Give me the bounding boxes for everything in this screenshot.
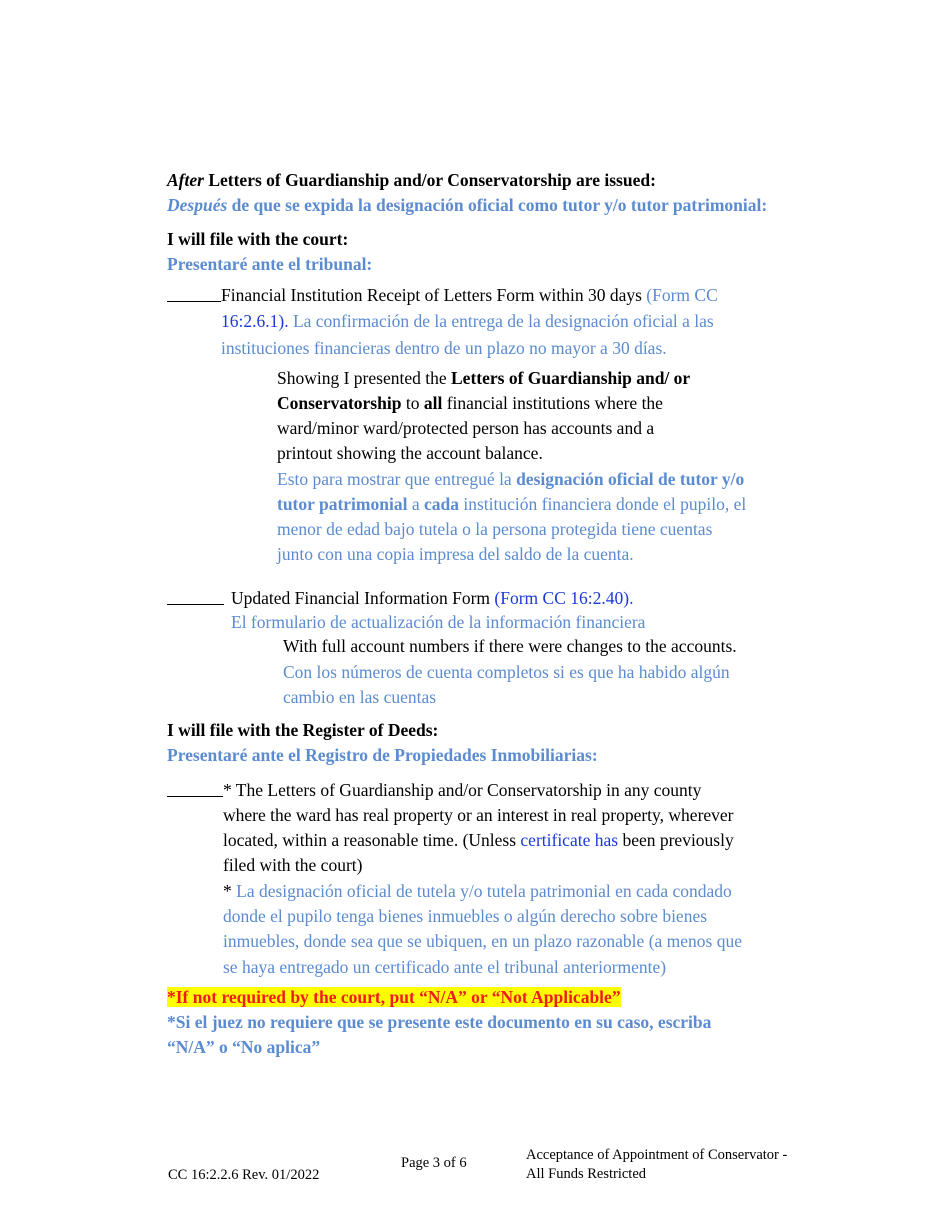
item1-note-es-l4: junto con una copia impresa del saldo de la cuenta. — [277, 544, 634, 564]
item1-note-en-l2: Conservatorship to all financial institutions where the — [277, 393, 663, 413]
item1-note-en-l3: ward/minor ward/protected person has accounts and a — [277, 418, 655, 438]
item1-form-ref: (Form CC — [646, 285, 718, 305]
after-heading-en: After Letters of Guardianship and/or Conservatorship are issued: — [167, 170, 656, 190]
notice-es-l2: “N/A” o “No aplica” — [167, 1037, 321, 1057]
item1-checkbox-blank[interactable] — [167, 283, 221, 307]
notice-en — [167, 985, 621, 1010]
certificate-link-text: certificate has — [520, 830, 623, 850]
after-italic: After — [167, 170, 204, 190]
item1-note-es-l3: menor de edad bajo tutela o la persona protegida tiene cuentas — [277, 519, 713, 539]
item1-note-es-l1: Esto para mostrar que entregué la designación oficial de tutor y/o — [277, 469, 745, 489]
item2-note-es-l1: Con los números de cuenta completos si es que ha habido algún — [283, 662, 730, 682]
item1-line1: Financial Institution Receipt of Letters Form within 30 days (Form CC — [221, 285, 718, 305]
item1-line2: 16:2.6.1). La confirmación de la entrega de la designación oficial a las — [221, 311, 714, 331]
file-deeds-heading-es: Presentaré ante el Registro de Propiedades Inmobiliarias: — [167, 745, 598, 765]
footer-title-l2: All Funds Restricted — [526, 1166, 647, 1182]
item2-es: El formulario de actualización de la información financiera — [231, 612, 646, 632]
item3-en-l4: filed with the court) — [223, 855, 363, 875]
footer-title-l1: Acceptance of Appointment of Conservator - — [526, 1147, 788, 1163]
file-court-heading-en: I will file with the court: — [167, 229, 349, 249]
file-court-heading-es: Presentaré ante el tribunal: — [167, 254, 373, 274]
item2-note-es-l2: cambio en las cuentas — [283, 687, 437, 707]
item3-checkbox-blank[interactable] — [167, 778, 223, 802]
item3-es-l1: * La designación oficial de tutela y/o tutela patrimonial en cada condado — [223, 881, 732, 901]
notice-highlight: *If not required by the court, put “N/A” or “Not Applicable” — [167, 987, 621, 1007]
footer-form-number: CC 16:2.2.6 Rev. 01/2022 — [168, 1167, 320, 1183]
item3-en-l2: where the ward has real property or an interest in real property, wherever — [223, 805, 734, 825]
item2-line1: Updated Financial Information Form (Form CC 16:2.40). — [231, 588, 634, 608]
item2-form-ref: (Form CC 16:2.40). — [494, 588, 634, 608]
footer-page-number: Page 3 of 6 — [401, 1155, 467, 1171]
item2-note-en: With full account numbers if there were changes to the accounts. — [283, 636, 737, 656]
notice-es-l1: *Si el juez no requiere que se presente este documento en su caso, escriba — [167, 1012, 712, 1032]
item3-en-l1: * The Letters of Guardianship and/or Conservatorship in any county — [223, 780, 702, 800]
item3-es-l3: inmuebles, donde sea que se ubiquen, en un plazo razonable (a menos que — [223, 931, 742, 951]
after-heading-es: Después de que se expida la designación oficial como tutor y/o tutor patrimonial: — [167, 195, 768, 215]
despues-italic: Después — [167, 195, 228, 215]
item3-en-l3: located, within a reasonable time. (Unless certificate has been previously — [223, 830, 734, 850]
file-deeds-heading-en: I will file with the Register of Deeds: — [167, 720, 439, 740]
item1-note-es-l2: tutor patrimonial a cada institución financiera donde el pupilo, el — [277, 494, 747, 514]
item1-note-en-l1: Showing I presented the Letters of Guardianship and/ or — [277, 368, 691, 388]
item1-line3: instituciones financieras dentro de un plazo no mayor a 30 días. — [221, 338, 667, 358]
item2-checkbox-blank[interactable] — [167, 586, 224, 610]
item3-es-l4: se haya entregado un certificado ante el tribunal anteriormente) — [223, 957, 667, 977]
item3-es-l2: donde el pupilo tenga bienes inmuebles o algún derecho sobre bienes — [223, 906, 708, 926]
item1-form-ref-cont: 16:2.6.1). — [221, 311, 289, 331]
item1-note-en-l4: printout showing the account balance. — [277, 443, 543, 463]
